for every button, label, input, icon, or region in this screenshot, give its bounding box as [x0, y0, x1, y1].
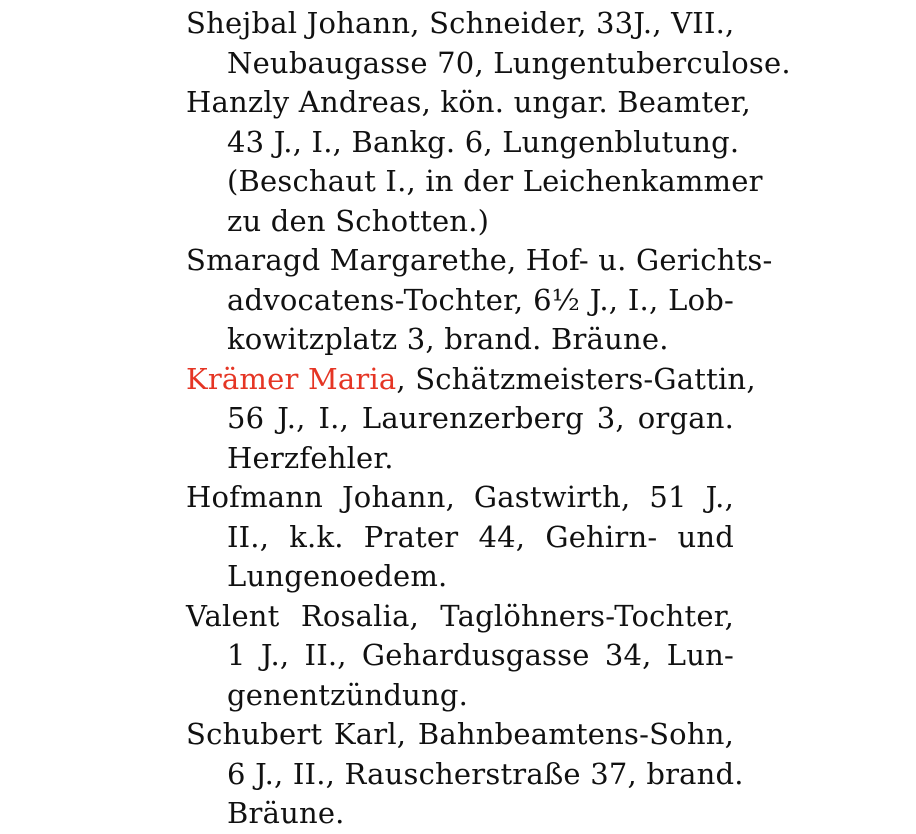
entry-line: 56 J., I., Laurenzerberg 3, organ.: [227, 401, 734, 435]
entry-line: 6 J., II., Rauscherstraße 37, brand.: [227, 756, 744, 791]
register-entry-valent: [186, 597, 734, 716]
death-register-column: [186, 4, 791, 834]
entry-line: Smaragd Margarethe, Hof- u. Gerichts-: [186, 243, 773, 277]
register-entry-kraemer: [186, 360, 756, 479]
entry-line: II., k.k. Prater 44, Gehirn- und: [227, 519, 734, 554]
highlighted-name: Krämer Maria: [186, 361, 397, 396]
entry-line: Schubert Karl, Bahnbeamtens-Sohn,: [186, 717, 734, 751]
entry-line: Valent Rosalia, Taglöhners-Tochter,: [186, 598, 734, 633]
register-entry-hofmann: [186, 478, 734, 597]
entry-line: kowitzplatz 3, brand. Bräune.: [227, 322, 669, 356]
entry-line: Herzfehler.: [227, 440, 394, 475]
register-entry-hanzly: [186, 83, 763, 241]
entry-line: (Beschaut I., in der Leichenkammer: [227, 164, 763, 198]
entry-line: Hofmann Johann, Gastwirth, 51 J.,: [186, 480, 734, 514]
register-entry-shejbal: [186, 4, 791, 83]
entry-line: Lungenoedem.: [227, 559, 448, 593]
entry-line: Neubaugasse 70, Lungentuberculose.: [227, 45, 791, 80]
entry-line: advocatens-Tochter, 6½ J., I., Lob-: [227, 282, 734, 317]
register-entry-smaragd: [186, 241, 773, 360]
entry-line: [186, 360, 756, 400]
entry-line: 1 J., II., Gehardusgasse 34, Lun-: [227, 638, 734, 672]
entry-line-rest: , Schätzmeisters-Gattin,: [396, 361, 756, 396]
register-entry-schubert: [186, 715, 744, 834]
entry-line: Bräune.: [227, 796, 345, 830]
entry-line: Hanzly Andreas, kön. ungar. Beamter,: [186, 85, 751, 119]
entry-line: Shejbal Johann, Schneider, 33J., VII.,: [186, 6, 735, 40]
entry-line: zu den Schotten.): [227, 203, 490, 238]
entry-line: genentzündung.: [227, 677, 469, 712]
entry-line: 43 J., I., Bankg. 6, Lungenblutung.: [227, 124, 740, 159]
